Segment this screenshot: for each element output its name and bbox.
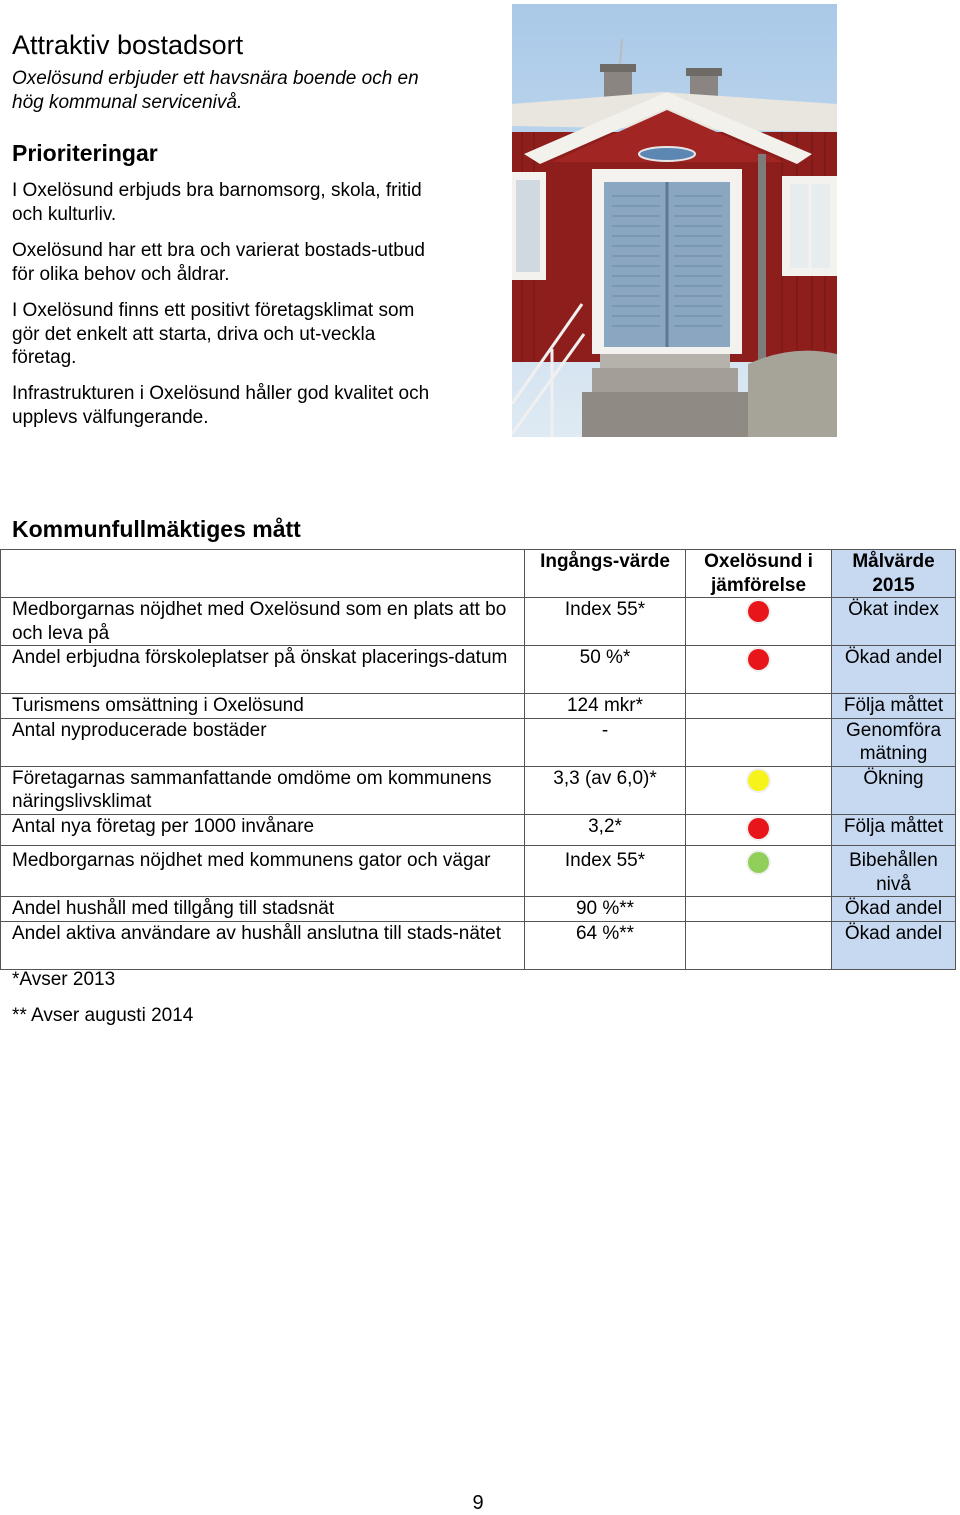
measure-comparison [686,766,832,814]
status-dot [748,649,769,670]
measure-label: Antal nyproducerade bostäder [1,718,525,766]
table-row [1,598,956,646]
table-row [1,718,956,766]
column-header-baseline: Ingångs-värde [525,550,686,598]
status-dot [748,818,769,839]
measure-comparison [686,646,832,694]
page-heading: Attraktiv bostadsort [12,30,244,60]
priority-paragraph: I Oxelösund erbjuds bra barnomsorg, skola, fritid och kulturliv. [12,180,422,225]
page-number: 9 [472,1492,484,1514]
measures-title: Kommunfullmäktiges mått [12,516,301,542]
measure-comparison [686,897,832,922]
table-row [1,897,956,922]
measure-baseline: 90 %** [525,897,686,922]
measure-baseline: Index 55* [525,846,686,897]
measure-comparison [686,718,832,766]
measure-target: Följa måttet [832,814,956,846]
footnote: *Avser 2013 [12,969,116,990]
footnote: ** Avser augusti 2014 [12,1005,194,1026]
measure-baseline: 124 mkr* [525,694,686,719]
header-empty-cell [1,550,525,598]
measure-label: Medborgarnas nöjdhet med Oxelösund som en plats att bo och leva på [1,598,525,646]
measure-label: Andel hushåll med tillgång till stadsnät [1,897,525,922]
measure-target: Ökat index [832,598,956,646]
status-dot [748,601,769,622]
measure-comparison [686,694,832,719]
column-header-target: Målvärde 2015 [832,550,956,598]
house-door-photo [512,4,837,437]
measure-label: Andel aktiva användare av hushåll anslutna till stads-nätet [1,921,525,969]
house-door-illustration [512,4,837,437]
measure-comparison [686,921,832,969]
lead-text: Oxelösund erbjuder ett havsnära boende och en hög kommunal servicenivå. [12,68,419,113]
measure-baseline: - [525,718,686,766]
table-header-row [1,550,956,598]
measure-comparison [686,598,832,646]
status-dot [748,852,769,873]
priority-paragraph: Infrastrukturen i Oxelösund håller god kvalitet och upplevs välfungerande. [12,383,430,428]
measure-target: Ökad andel [832,921,956,969]
table-row [1,694,956,719]
table-row [1,846,956,897]
measure-target: Ökning [832,766,956,814]
measure-label: Turismens omsättning i Oxelösund [1,694,525,719]
measure-target: Följa måttet [832,694,956,719]
measure-target: Ökad andel [832,646,956,694]
table-row [1,814,956,846]
status-dot [748,770,769,791]
priority-paragraph: I Oxelösund finns ett positivt företagsklimat som gör det enkelt att starta, driva och ut-veckla företag. [12,300,415,368]
measure-label: Antal nya företag per 1000 invånare [1,814,525,846]
measure-comparison [686,846,832,897]
measure-comparison [686,814,832,846]
measure-label: Företagarnas sammanfattande omdöme om kommunens näringslivsklimat [1,766,525,814]
measure-target: Genomföra mätning [832,718,956,766]
measure-target: Ökad andel [832,897,956,922]
measure-label: Andel erbjudna förskoleplatser på önskat placerings-datum [1,646,525,694]
measures-table [0,549,956,970]
priorities-title: Prioriteringar [12,140,158,166]
measure-baseline: 50 %* [525,646,686,694]
measure-label: Medborgarnas nöjdhet med kommunens gator och vägar [1,846,525,897]
measure-baseline: Index 55* [525,598,686,646]
table-row [1,646,956,694]
table-row [1,921,956,969]
measure-target: Bibehållen nivå [832,846,956,897]
measure-baseline: 3,3 (av 6,0)* [525,766,686,814]
table-row [1,766,956,814]
column-header-comparison: Oxelösund i jämförelse [686,550,832,598]
measure-baseline: 64 %** [525,921,686,969]
priority-paragraph: Oxelösund har ett bra och varierat bostads-utbud för olika behov och åldrar. [12,240,425,285]
measure-baseline: 3,2* [525,814,686,846]
